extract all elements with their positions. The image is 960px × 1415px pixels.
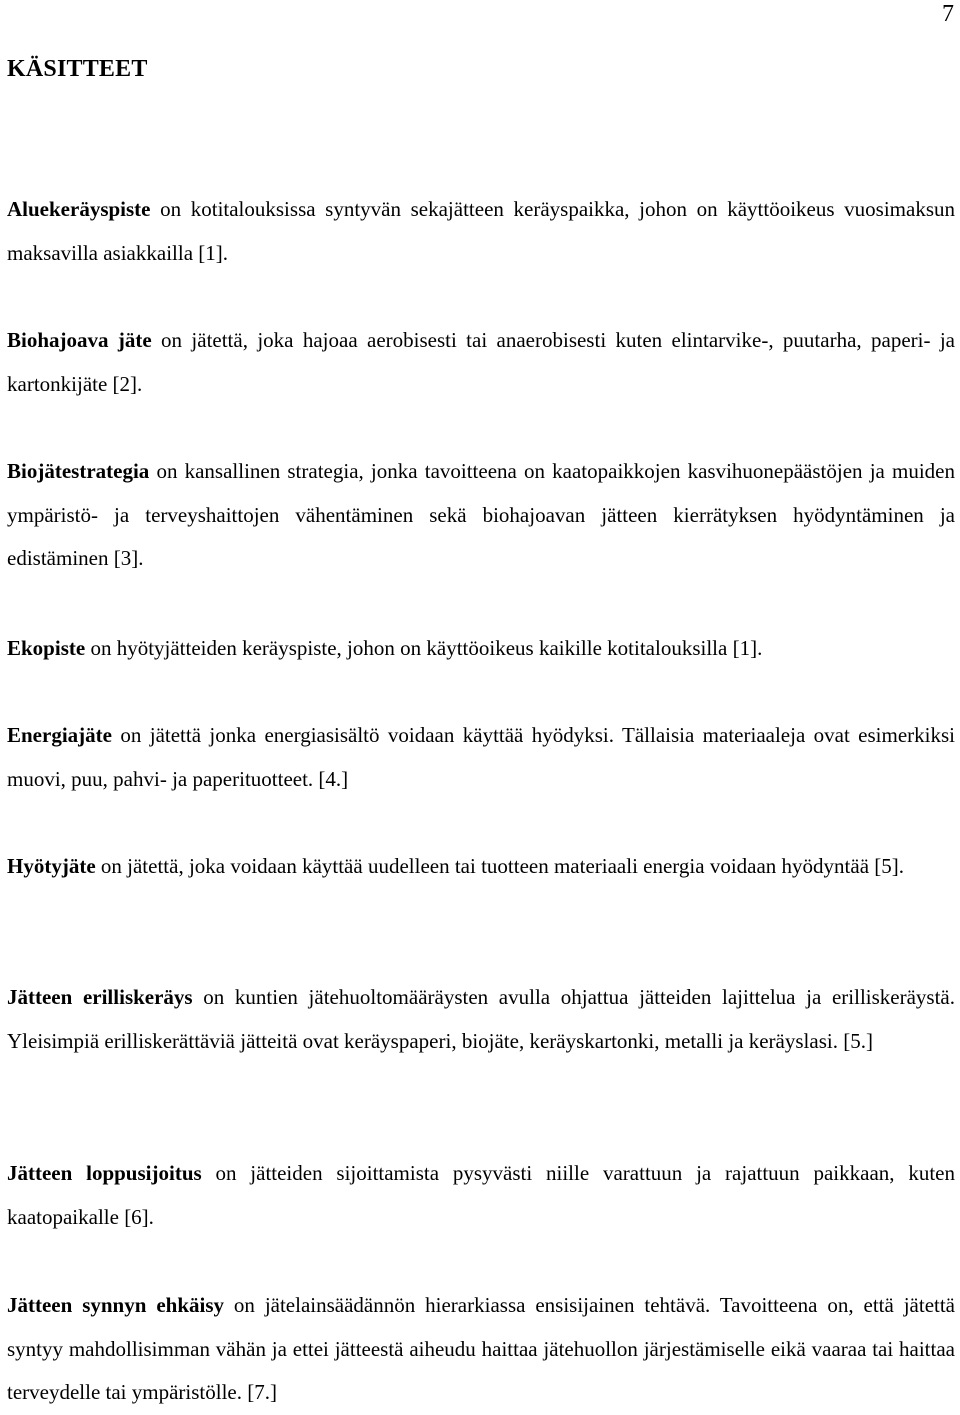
definition-entry-biohajoava-jate bbox=[7, 319, 955, 406]
definition-term: Hyötyjäte bbox=[7, 854, 96, 878]
definition-term: Jätteen synnyn ehkäisy bbox=[7, 1293, 225, 1317]
definition-entry-biojatestrategia bbox=[7, 450, 955, 581]
definition-term: Biohajoava jäte bbox=[7, 328, 152, 352]
definition-term: Energiajäte bbox=[7, 723, 112, 747]
definition-entry-jatteen-loppusijoitus bbox=[7, 1152, 955, 1239]
definition-entry-ekopiste bbox=[7, 627, 955, 671]
definition-term: Jätteen erilliskeräys bbox=[7, 985, 193, 1009]
definition-text: on jätelainsäädännön hierarkiassa ensisijainen tehtävä. Tavoitteena on, että jätettä syntyy mahdollisimman vähän ja ettei jätteestä aiheudu haittaa jätehuollon järjestämiselle eikä vaaraa tai haittaa terveydelle tai ympäristölle. [7.] bbox=[7, 1293, 956, 1404]
definition-text: on jätettä, joka voidaan käyttää uudelleen tai tuotteen materiaali energia voidaan hyödyntää [5]. bbox=[95, 854, 905, 878]
definition-term: Ekopiste bbox=[7, 636, 86, 660]
page-heading: KÄSITTEET bbox=[7, 56, 148, 82]
page-number: 7 bbox=[942, 1, 954, 27]
definition-text: on kotitalouksissa syntyvän sekajätteen keräyspaikka, johon on käyttöoikeus vuosimaksun maksavilla asiakkailla [1]. bbox=[7, 197, 955, 265]
definition-text: on jätettä, joka hajoaa aerobisesti tai anaerobisesti kuten elintarvike-, puutarha, paperi- ja kartonkijäte [2]. bbox=[7, 328, 955, 396]
definition-text: on kuntien jätehuoltomääräysten avulla ohjattua jätteiden lajittelua ja erilliskeräystä. Yleisimpiä erilliskerättäviä jätteitä ovat keräyspaperi, biojäte, keräyskartonki, metalli ja keräyslasi. [5.] bbox=[7, 985, 955, 1053]
definition-term: Biojätestrategia bbox=[7, 459, 150, 483]
definition-entry-jatteen-synnyn-ehkaisy bbox=[7, 1284, 955, 1415]
definition-entry-jatteen-erilliskerays bbox=[7, 976, 955, 1063]
definition-entry-hyotyjate bbox=[7, 845, 955, 889]
definition-text: on jätteiden sijoittamista pysyvästi niille varattuun ja rajattuun paikkaan, kuten kaatopaikalle [6]. bbox=[7, 1161, 955, 1229]
definition-term: Aluekeräyspiste bbox=[7, 197, 151, 221]
definition-entry-aluekerayspiste bbox=[7, 188, 955, 275]
definition-text: on kansallinen strategia, jonka tavoitteena on kaatopaikkojen kasvihuonepäästöjen ja muiden ympäristö- ja terveyshaittojen vähentäminen sekä biohajoavan jätteen kierrätyksen hyödyntäminen ja edistäminen [3]. bbox=[7, 459, 955, 570]
definition-text: on jätettä jonka energiasisältö voidaan käyttää hyödyksi. Tällaisia materiaaleja ovat esimerkiksi muovi, puu, pahvi- ja paperituotteet. [4.] bbox=[7, 723, 955, 791]
definition-entry-energiajate bbox=[7, 714, 955, 801]
definition-text: on hyötyjätteiden keräyspiste, johon on käyttöoikeus kaikille kotitalouksilla [1]. bbox=[85, 636, 763, 660]
definition-term: Jätteen loppusijoitus bbox=[7, 1161, 202, 1185]
